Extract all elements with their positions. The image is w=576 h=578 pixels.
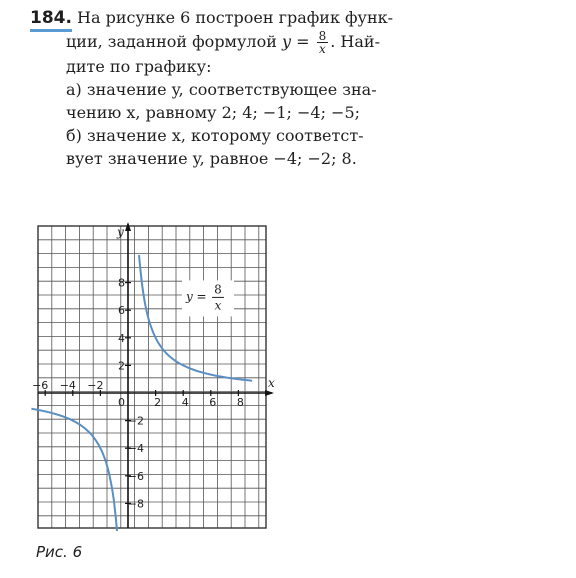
part-a-line-2: чению x, равному 2; 4; −1; −4; −5; [66,103,361,122]
formula-numerator: 8 [318,29,327,43]
function-graph [30,220,280,535]
figure-caption: Рис. 6 [36,543,83,561]
x-tick-label: −6 [32,379,49,392]
curve-label-numerator: 8 [214,282,222,297]
y-tick-label: −6 [127,469,144,483]
part-b-line-1: б) значение x, которому соответст- [66,126,364,145]
problem-line-2-after: . Най- [330,32,380,51]
part-a-line-1: а) значение y, соответствующее зна- [66,80,377,99]
problem-number: 184. [30,8,72,32]
origin-label: 0 [118,396,125,409]
problem-line-3: дите по графику: [66,57,212,76]
y-tick-label: −8 [127,497,144,511]
y-tick-label: 4 [118,331,125,345]
y-axis-name: y [117,225,124,239]
problem-line-1: На рисунке 6 построен график функ- [77,8,394,27]
y-tick-label: −2 [127,414,144,428]
curve-label-denominator: x [214,298,222,313]
x-tick-label: 2 [154,396,162,409]
curve-branch-negative [31,409,117,531]
y-tick-label: 8 [118,276,125,290]
curve-branch-positive [139,255,252,381]
x-tick-label: 4 [181,396,189,409]
formula-fraction [317,30,329,55]
x-tick-label: −2 [87,379,104,392]
x-tick-label: 8 [236,396,244,409]
y-tick-label: −4 [127,442,144,456]
x-axis-arrow [265,390,274,396]
x-tick-label: −4 [59,379,76,392]
y-tick-label: 6 [118,304,125,318]
problem-line-2-before: ции, заданной формулой [66,32,277,51]
y-tick-label: 2 [118,359,125,373]
x-axis-name: x [268,376,275,390]
graph-frame [38,226,266,528]
formula-lhs: y = [281,32,310,51]
part-b-line-2: вует значение y, равное −4; −2; 8. [66,149,357,168]
formula-denominator: x [319,42,326,56]
problem-text [30,6,560,170]
curve-label-lhs: y = [185,289,207,304]
x-tick-label: 6 [209,396,217,409]
